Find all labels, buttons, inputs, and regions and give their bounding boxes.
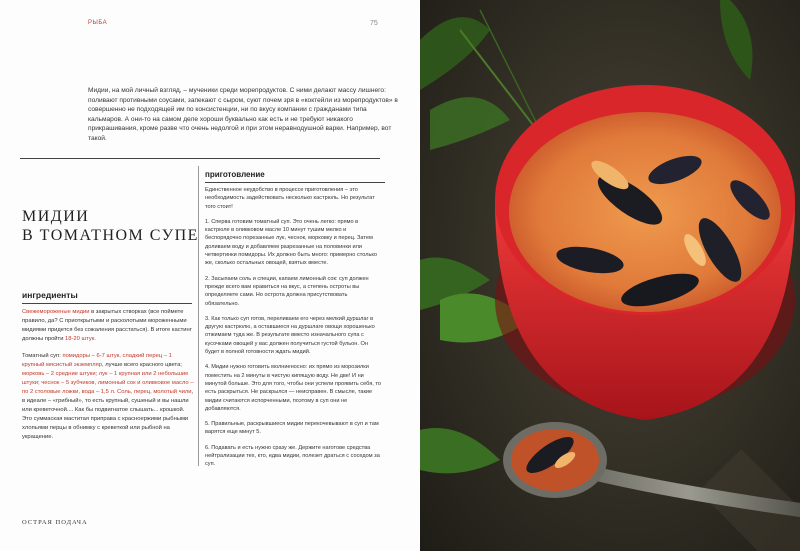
soup-photo-illustration	[420, 0, 800, 551]
preparation-steps	[205, 186, 383, 476]
soup-photo	[420, 0, 800, 551]
section-divider	[20, 158, 380, 159]
preparation-step: 3. Как только суп готов, переливаем его через мелкий дуршлаг в другую кастрюлю, а оставшиеся на дуршлаге овощи хорошенько отжимаем туда же. В результате вместо изначального супа с кусочками овощей у вас должен получиться густой бульон. Он будет в полной готовности ждать мидий.	[205, 315, 375, 356]
recipe-title	[22, 207, 199, 245]
page-number: 75	[370, 20, 378, 27]
section-label: РЫБА	[88, 20, 108, 26]
ingredients-paragraph-soup	[22, 352, 194, 442]
recipe-title-line-1: МИДИИ	[22, 208, 90, 225]
ingredient-text: в закрытых створках (все поймете правило, да?	[22, 309, 184, 324]
ingredients-paragraph-mussels	[22, 308, 194, 344]
preparation-step: 5. Правильные, раскрывшиеся мидии перекочевывают в суп и там варятся еще минут 5.	[205, 421, 379, 436]
preparation-step: 1. Сперва готовим томатный суп. Это очень легко: прямо в кастрюле в оливковом масле 10 минут тушим мелко и беспорядочно порезанные лук, чеснок, морковку и перец. Затем доливаем воду и добавляем разрезанные на половинки или четвертинки помидоры. Их должно быть много: примерно столько же, сколько остальных овощей, взятых вместе.	[205, 218, 378, 267]
ingredient-spices: морковь – 2 средние штуки; лук – 1 крупная или 2 небольшие штуки; чеснок – 5 зубчиков, лимонный сок и оливковое масло – по 2 столовые ложки, вода – 1,5 л. Соль, перец, молотый чили	[22, 371, 194, 395]
preparation-step: 6. Подавать и есть нужно сразу же. Держите наготове средства нейтрализации тех, кто, едва мидии, полезет драться с соседом за суп.	[205, 444, 380, 468]
ingredient-text: С приоткрытыми и расколотыми мороженными мидиями придется без сожаления расстаться). В итоге кастинг должны пройти	[22, 318, 192, 342]
ingredient-quantity: 18-20 штук.	[65, 336, 96, 342]
intro-paragraph: Мидии, на мой личный взгляд, – мученики среди морепродуктов. С ними делают массу лишнего: поливают противными соусами, запекают с сыром, суют почем зря в «коктейли из морепродуктов» в совершенно не подходящей им по консистенции, ни по вкусу компании с гражданами типа кальмаров. А они-то на самом деле хороши буквально как есть и не требуют никакого прикрашивания, кроме разве что очень недолгой и при этом неравнодушной варки. Например, вот такой.	[88, 87, 398, 142]
ingredients-heading: ингредиенты	[22, 290, 192, 304]
preparation-step: 4. Мидии нужно готовить молниеносно: их прямо из морозилки поместить на 2 минуты в чистую кипящую воду. Не две! И ни минутой больше. Это для того, чтобы они успели проявить себя, то есть раскрыться. Не раскрылся — неисправен. В смысле, такие мидии считаются испорченными, поэтому в суп они не добавляются.	[205, 364, 381, 412]
recipe-title-line-2: В ТОМАТНОМ СУПЕ	[22, 227, 199, 244]
ingredient-mussels: Свежемороженые мидии	[22, 309, 90, 315]
preparation-step: Единственное неудобство в процессе приготовления – это необходимость задействовать несколько кастрюль. Но результат того стоит!	[205, 187, 375, 210]
ingredient-text: , в идеале – «грибный», то есть крупный, сушеный и вы нашли или креветочной.... Как бы подвигнатое слышать... крошкой. Это суммаская маститая приправа с красноержими рыбными хлопьями перцы в обнимку с креветкой или рыбной на укращение.	[22, 389, 194, 440]
ingredient-text: , лучше всего красного цвета;	[102, 362, 182, 368]
preparation-step: 2. Засыпаем соль и специи, капаем лимонный сок: суп должен прежде всего вам нравиться на вкус, а степень остроты вы определяете сами. Но острота должна присутствовать обязательно.	[205, 275, 369, 307]
chapter-footer: ОСТРАЯ ПОДАЧА	[22, 519, 88, 526]
ingredients-list	[22, 308, 194, 450]
ingredient-vegetables: помидоры – 6-7 штук, сладкий перец – 1 крупный мясистый экземпляр	[22, 353, 172, 368]
ingredient-text: Томатный суп:	[22, 353, 63, 359]
preparation-heading: приготовление	[205, 170, 385, 183]
